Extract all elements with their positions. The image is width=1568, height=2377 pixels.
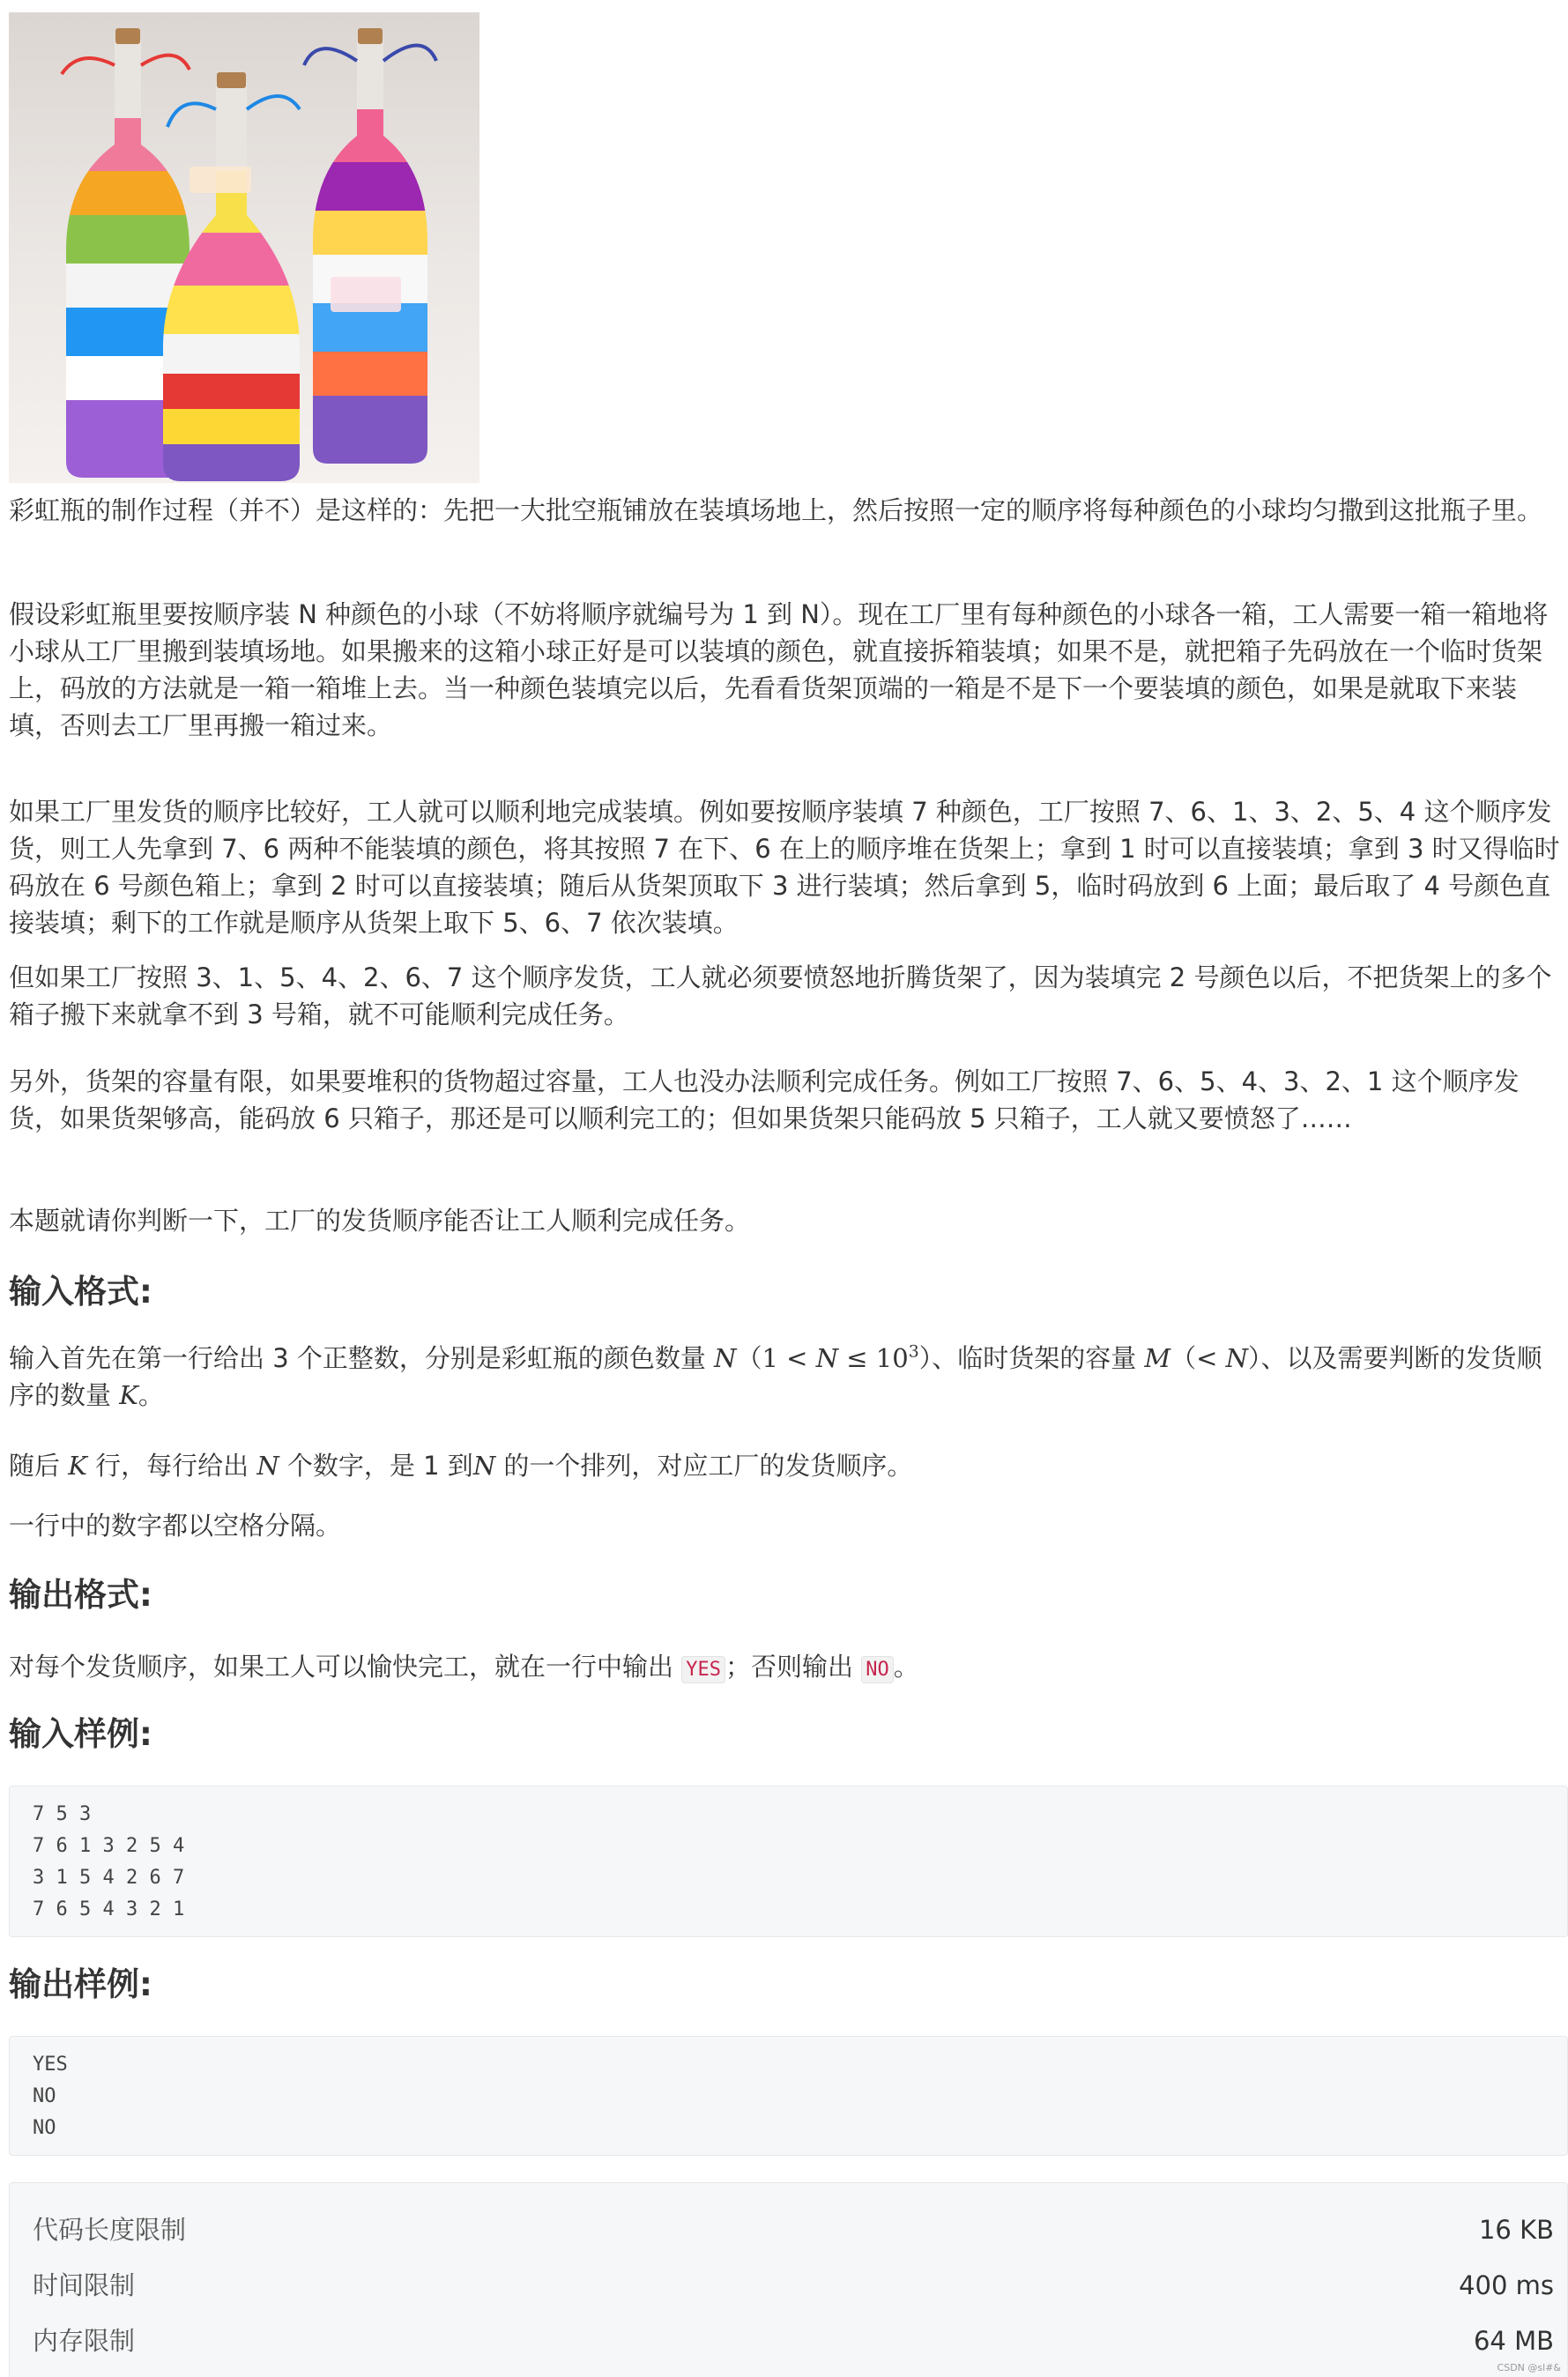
limit-value: 64 MB [1473,2326,1554,2356]
sample-output-code[interactable]: YES NO NO [9,2036,1568,2156]
yes-code: YES [681,1656,725,1683]
input-format-line-1: 输入首先在第一行给出 3 个正整数，分别是彩虹瓶的颜色数量 $N(1 < N \le 10^3)$、临时货架的容量 M（< N）、以及需要判断的发货顺序的数量 K。 [9,1342,1542,1410]
output-format-heading: 输出格式: [9,1576,152,1614]
output-format-line: 对每个发货顺序，如果工人可以愉快完工，就在一行中输出 YES ；否则输出 NO 。 [9,1652,919,1682]
setup-paragraph: 假设彩虹瓶里要按顺序装 N 种颜色的小球（不妨将顺序就编号为 1 到 N）。现在工厂里有每种颜色的小球各一箱，工人需要一箱一箱地将小球从工厂里搬到装填场地。如果搬来的这箱小球正好是可以装填的颜色，就直接拆箱装填；如果不是，就把箱子先码放在一个临时货架上，码放的方法就是一箱一箱堆上去。当一种颜色装填完以后，先看看货架顶端的一箱是不是下一个要装填的颜色，如果是就取下来装填，否则去工厂里再搬一箱过来。 [9,599,1549,740]
limit-label: 内存限制 [33,2326,136,2356]
sample-output-heading: 输出样例: [9,1965,152,2003]
sample-input-heading: 输入样例: [9,1715,152,1753]
code-length-limit-row [10,2202,1554,2257]
input-format-line-2: 随后 K 行，每行给出 N 个数字，是 1 到N 的一个排列，对应工厂的发货顺序。 [9,1451,913,1481]
no-code: NO [861,1656,894,1683]
limits-panel [9,2182,1568,2377]
limit-value: 400 ms [1459,2270,1554,2300]
rainbow-bottles-image [9,12,479,483]
input-format-heading: 输入格式: [9,1273,152,1311]
rainbow-bottles-photo [9,12,479,483]
watermark: CSDN @sl#& [1497,2362,1561,2373]
limit-value: 16 KB [1478,2215,1554,2245]
sample-input-code[interactable]: 7 5 3 7 6 1 3 2 5 4 3 1 5 4 2 6 7 7 6 5 4 3 2 1 [9,1786,1568,1937]
input-format-line-3: 一行中的数字都以空格分隔。 [9,1511,342,1541]
limit-label: 时间限制 [33,2270,136,2300]
failure-paragraph: 但如果工厂按照 3、1、5、4、2、6、7 这个顺序发货，工人就必须要愤怒地折腾货架了，因为装填完 2 号颜色以后，不把货架上的多个箱子搬下来就拿不到 3 号箱，就不可能顺利完成任务。 [9,962,1552,1029]
task-paragraph: 本题就请你判断一下，工厂的发货顺序能否让工人顺利完成任务。 [9,1206,751,1236]
time-limit-row [10,2258,1554,2313]
intro-paragraph: 彩虹瓶的制作过程（并不）是这样的：先把一大批空瓶铺放在装填场地上，然后按照一定的顺序将每种颜色的小球均匀撒到这批瓶子里。 [9,495,1543,525]
example-paragraph: 如果工厂里发货的顺序比较好，工人就可以顺利地完成装填。例如要按顺序装填 7 种颜色，工厂按照 7、6、1、3、2、5、4 这个顺序发货，则工人先拿到 7、6 两种不能装填的颜色，将其按照 7 在下、6 在上的顺序堆在货架上；拿到 1 时可以直接装填；拿到 3 时又得临时码放在 6 号颜色箱上；拿到 2 时可以直接装填；随后从货架顶取下 3 进行装填；然后拿到 5，临时码放到 6 上面；最后取了 4 号颜色直接装填；剩下的工作就是顺序从货架上取下 5、6、7 依次装填。 [9,797,1560,938]
capacity-paragraph: 另外，货架的容量有限，如果要堆积的货物超过容量，工人也没办法顺利完成任务。例如工厂按照 7、6、5、4、3、2、1 这个顺序发货，如果货架够高，能码放 6 只箱子，那还是可以顺利完工的；但如果货架只能码放 5 只箱子，工人就又要愤怒了…… [9,1066,1520,1133]
memory-limit-row [10,2314,1554,2368]
limit-label: 代码长度限制 [33,2215,187,2245]
